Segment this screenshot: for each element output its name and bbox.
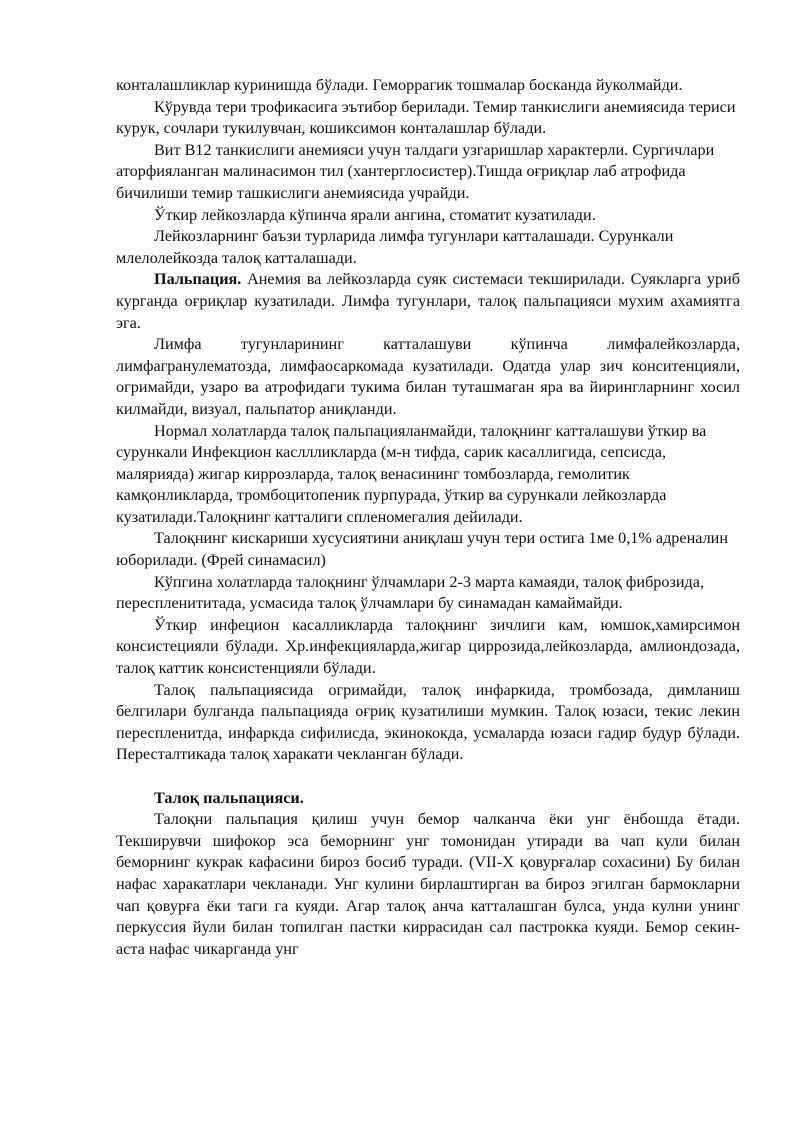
paragraph-text: Талоқ пальпациясида огримайди, талоқ инфаркида, тромбозада, димланиш белгилари булганда пальпацияда оғриқ кузатилиши мумкин. Талоқ юзаси, текис лекин переспленитда, инфаркда сифилисда, экинококда, усмаларда юзаси гадир будур бўлади. Перестaлтикада талоқ харакати чекланган бўлади. <box>116 680 740 764</box>
paragraph <box>116 680 740 766</box>
section-heading <box>116 788 740 810</box>
paragraph-text: Талоқнинг кискариши хусусиятини аниқлаш учун тери остига 1ме 0,1% адреналин юборилади. (Фрей синамасил) <box>116 529 728 570</box>
paragraph-text: Талоқни пальпация қилиш учун бемор чалканча ёки унг ёнбошда ётади. Текширувчи шифокор эса беморнинг унг томонидан утиради ва чап кули билан беморнинг кукрак кафасини бироз босиб туради. (VII-X қовурғалар сохасини) Бу билан нафас харакатлари чекланади. Унг кулини бирлаштирган ва бироз эгилган бармокларни чап қовурға ёки таги га куяди. Агар талоқ анча катталашган булса, унда кулни унинг перкуссия йули билан топилган пастки киррасидан сал пастрокка куяди. Бемор секин-аста нафас чикарганда унг <box>116 810 740 958</box>
paragraph-text: Ўткир лейкозларда кўпинча ярали ангина, стоматит кузатилади. <box>154 205 596 224</box>
paragraph <box>116 75 740 97</box>
paragraph-text: Ўткир инфецион касалликларда талоқнинг зичлиги кам, юмшок,хамирсимон консистецияли бўлади. Хр.инфекцияларда,жигар циррозида,лейкозларда, амлиондозада, талоқ каттик консистенцияли бўлади. <box>116 615 740 678</box>
bold-lead: Пальпация. <box>154 270 242 289</box>
paragraph-text: Нормал холатларда талоқ пальпацияланмайди, талоқнинг катталашуви ўткир ва сурункали Инфекцион касллликларда (м-н тифда, сарик касаллигида, сепсисда, маляриядa) жигар киррозларда, талоқ венасининг томбозларда, гемолитик камқонликларда, тромбоцитопеник пурпурада, ўткир ва сурункали лейкозларда кузатилади.Талоқнинг катталиги спленомегалия дейилади. <box>116 421 707 526</box>
paragraph-text: Кўпгина холатларда талоқнинг ўлчамлари 2-3 марта камаяди, талоқ фиброзида, переспленититада, усмасида талоқ ўлчамлари бу синамадан камаймайди. <box>116 572 705 613</box>
paragraph-text: Вит В12 танкислиги анемияси учун талдаги узгаришлар характерли. Сургичлари аторфияланган малинасимон тил (хантерглосистер).Тишда оғриқлар лаб атрофида бичилиши темир ташкислиги анемиясида учрайди. <box>116 140 715 202</box>
paragraph-text: Лимфа тугунларининг катталашуви кўпинча лимфалейкозларда, лимфагранулематозда, лимфаосаркомада кузатилади. Одатда улар зич конситенцияли, огримайди, узаро ва атрофидаги тукима билан туташмаган яра ва йирингларнинг хосил килмайди, визуал, пальпатор аниқланди. <box>116 335 740 418</box>
paragraph <box>116 140 740 205</box>
paragraph-text: Кўрувда тери трофикасига эътибор берилади. Темир танкислиги анемиясида териси курук, сочлари тукилувчан, кошиксимон конталашлар бўлади. <box>116 97 736 138</box>
paragraph <box>116 809 740 960</box>
paragraph <box>116 528 740 571</box>
paragraph <box>116 334 740 420</box>
paragraph <box>116 226 740 269</box>
bold-lead: Талоқ пальпацияси. <box>154 788 304 807</box>
blank-line <box>116 766 740 788</box>
paragraph <box>116 269 740 334</box>
paragraph <box>116 421 740 529</box>
paragraph-text: Лейкозларнинг баъзи турларида лимфа тугунлари катталашади. Сурункали млелолейкозда талоқ катталашади. <box>116 227 674 267</box>
paragraph <box>116 205 740 227</box>
paragraph <box>116 572 740 615</box>
paragraph <box>116 615 740 680</box>
paragraph-text: Анемия ва лейкозларда суяк системаси текширилади. Суякларга уриб курганда оғриқлар кузатилади. Лимфа тугунлари, талоқ пальпацияси мухим ахамиятга эга. <box>116 270 740 332</box>
paragraph-text: конталашликлар куринишда бўлади. Геморрагик тошмалар босканда йуколмайди. <box>116 76 683 94</box>
paragraph <box>116 97 740 140</box>
